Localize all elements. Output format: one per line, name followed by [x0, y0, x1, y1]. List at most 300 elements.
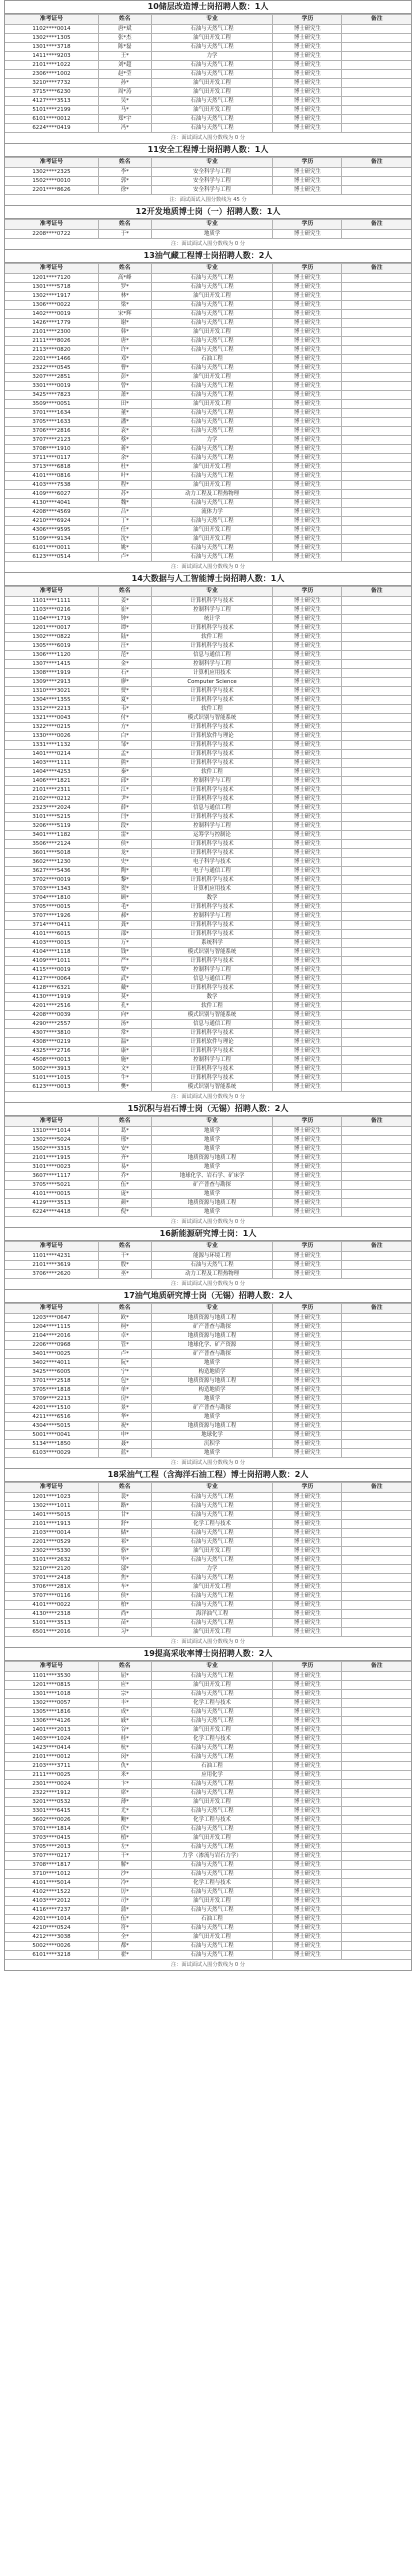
table-cell [342, 526, 411, 535]
table-cell: 石油与天然气工程 [151, 1601, 273, 1610]
table-cell: 1401****2013 [5, 1726, 98, 1735]
table-cell: 博士研究生 [273, 1556, 342, 1565]
table-row [5, 1726, 411, 1735]
table-cell: 申* [98, 1431, 151, 1440]
table-cell [342, 1816, 411, 1825]
table-row [5, 1208, 411, 1217]
table-cell [342, 1029, 411, 1038]
table-cell: 博士研究生 [273, 1708, 342, 1717]
table-row [5, 1011, 411, 1020]
table-cell: 1102****0014 [5, 25, 98, 34]
table-cell [342, 1942, 411, 1951]
table-row [5, 526, 411, 535]
table-cell: 博士研究生 [273, 1619, 342, 1628]
table-cell: 3705****0015 [5, 903, 98, 912]
table-row [5, 912, 411, 921]
table-cell: 潘* [98, 418, 151, 427]
table-cell: 博士研究生 [273, 1601, 342, 1610]
table-cell: 博士研究生 [273, 1252, 342, 1261]
table-cell: 博士研究生 [273, 1610, 342, 1619]
table-cell: 6123****0013 [5, 1083, 98, 1092]
table-cell: 博士研究生 [273, 1341, 342, 1350]
table-cell [342, 230, 411, 239]
table-cell: 贾* [98, 687, 151, 696]
table-cell: 博士研究生 [273, 597, 342, 606]
table-row [5, 714, 411, 723]
table-cell: 聂* [98, 1440, 151, 1449]
table-cell: 博士研究生 [273, 759, 342, 768]
table-cell: 石油与天然气工程 [151, 70, 273, 79]
table-cell: 3206****5119 [5, 822, 98, 831]
table-cell: 应用化学 [151, 1771, 273, 1780]
table-row [5, 70, 411, 79]
table-cell: 博士研究生 [273, 930, 342, 939]
table-cell: 石油工程 [151, 355, 273, 364]
table-cell: 4129****3513 [5, 1199, 98, 1208]
table-cell: 尚* [98, 1610, 151, 1619]
table-row [5, 1377, 411, 1386]
table-cell: 石油与天然气工程 [151, 553, 273, 562]
table-cell [342, 1843, 411, 1852]
table-cell: 计算机科学与技术 [151, 750, 273, 759]
table-cell [342, 373, 411, 382]
table-cell: 伏* [98, 1825, 151, 1834]
table-header-row [5, 1483, 411, 1493]
table-row [5, 1502, 411, 1511]
table-cell [342, 669, 411, 678]
table-cell: 博士研究生 [273, 34, 342, 43]
table-cell [342, 1190, 411, 1199]
table-cell: 博士研究生 [273, 1565, 342, 1574]
table-row [5, 106, 411, 115]
column-header: 准考证号 [5, 587, 98, 597]
table-cell: 蒋* [98, 445, 151, 454]
table-row [5, 1897, 411, 1906]
table-cell [342, 912, 411, 921]
table-row [5, 732, 411, 741]
table-cell: 运筹学与控制论 [151, 831, 273, 840]
table-cell: 3607****1117 [5, 1172, 98, 1181]
table-cell: 地质学 [151, 1359, 273, 1368]
table-cell [342, 517, 411, 526]
table-cell: 博士研究生 [273, 921, 342, 930]
section-title: 18采油气工程（含海洋石油工程）博士岗招聘人数：2人 [5, 1469, 411, 1482]
table-cell: 2208****0722 [5, 230, 98, 239]
table-cell [342, 1020, 411, 1029]
table-cell: 2301****0024 [5, 1780, 98, 1789]
table-cell: 石油与天然气工程 [151, 1574, 273, 1583]
table-cell: 6101****0011 [5, 544, 98, 553]
table-cell: 计算机科学与技术 [151, 840, 273, 849]
table-cell: 4115****0019 [5, 966, 98, 975]
table-cell: 计算机科学与技术 [151, 957, 273, 966]
table-cell [342, 1047, 411, 1056]
table-row [5, 615, 411, 624]
table-cell: 薛* [98, 804, 151, 813]
table-cell: 孙* [98, 79, 151, 88]
table-cell: 博士研究生 [273, 714, 342, 723]
table-row [5, 1672, 411, 1681]
table-row [5, 1628, 411, 1637]
table-cell [342, 597, 411, 606]
table-cell [342, 1574, 411, 1583]
table-cell: 石油与天然气工程 [151, 1870, 273, 1879]
table-cell: 博士研究生 [273, 1574, 342, 1583]
table-cell: 1309****2913 [5, 678, 98, 687]
table-cell: 包* [98, 1377, 151, 1386]
column-header: 姓名 [98, 158, 151, 168]
candidate-table [5, 1661, 411, 1960]
table-cell: 3701****1634 [5, 409, 98, 418]
table-cell: 博士研究生 [273, 786, 342, 795]
table-row [5, 1270, 411, 1279]
candidate-table [5, 14, 411, 133]
table-cell: 4104****1118 [5, 948, 98, 957]
table-cell: 博士研究生 [273, 1449, 342, 1458]
table-row [5, 876, 411, 885]
table-row [5, 930, 411, 939]
table-cell [342, 651, 411, 660]
table-row [5, 1951, 411, 1960]
table-cell: 博士研究生 [273, 1270, 342, 1279]
table-cell: 3602****1230 [5, 858, 98, 867]
table-cell: 博士研究生 [273, 25, 342, 34]
table-cell: 3705****1818 [5, 1386, 98, 1395]
table-cell: 罗* [98, 283, 151, 292]
table-row [5, 1065, 411, 1074]
table-cell: 伍* [98, 1915, 151, 1924]
table-cell: 博士研究生 [273, 1762, 342, 1771]
table-cell: 博士研究生 [273, 1190, 342, 1199]
table-row [5, 1753, 411, 1762]
table-cell: 博士研究生 [273, 346, 342, 355]
table-cell [342, 984, 411, 993]
table-cell: 欧* [98, 1314, 151, 1323]
table-cell: 2101****3619 [5, 1261, 98, 1270]
table-cell: 4304****5015 [5, 1422, 98, 1431]
table-cell: 博士研究生 [273, 615, 342, 624]
table-cell: 博士研究生 [273, 1047, 342, 1056]
table-cell: 计算机科学与技术 [151, 1047, 273, 1056]
table-row [5, 508, 411, 517]
table-cell: 博士研究生 [273, 1825, 342, 1834]
table-cell [342, 1065, 411, 1074]
table-cell: 石油与天然气工程 [151, 1619, 273, 1628]
table-cell: 博士研究生 [273, 840, 342, 849]
table-row [5, 1583, 411, 1592]
table-row [5, 544, 411, 553]
table-cell: 3709****2213 [5, 1395, 98, 1404]
table-row [5, 1807, 411, 1816]
table-cell: 博士研究生 [273, 70, 342, 79]
table-cell: 任* [98, 526, 151, 535]
table-cell: 博士研究生 [273, 1323, 342, 1332]
table-cell: 1101****4231 [5, 1252, 98, 1261]
column-header: 学历 [273, 15, 342, 25]
table-row [5, 1717, 411, 1726]
table-cell [342, 1771, 411, 1780]
table-cell: 计算机科学与技术 [151, 723, 273, 732]
column-header: 学历 [273, 220, 342, 230]
column-header: 专业 [151, 264, 273, 274]
table-cell: 博士研究生 [273, 400, 342, 409]
table-cell: 博士研究生 [273, 1350, 342, 1359]
table-cell [342, 1386, 411, 1395]
table-cell: 博士研究生 [273, 1056, 342, 1065]
table-cell: 3301****6415 [5, 1807, 98, 1816]
table-cell: 3707****0217 [5, 1852, 98, 1861]
table-cell: 田* [98, 400, 151, 409]
section [4, 250, 412, 573]
table-cell: 石油与天然气工程 [151, 346, 273, 355]
table-cell: 4201****1014 [5, 1915, 98, 1924]
table-cell: 1401****5015 [5, 1511, 98, 1520]
table-row [5, 310, 411, 319]
table-cell: 博士研究生 [273, 52, 342, 61]
table-cell: 石油与天然气工程 [151, 1672, 273, 1681]
table-cell: 博士研究生 [273, 1493, 342, 1502]
table-cell: 5101****2199 [5, 106, 98, 115]
table-cell: 博士研究生 [273, 957, 342, 966]
table-cell: 计算机科学与技术 [151, 741, 273, 750]
table-cell [342, 1359, 411, 1368]
table-cell: 博士研究生 [273, 813, 342, 822]
table-cell: 博士研究生 [273, 382, 342, 391]
table-cell: 范* [98, 651, 151, 660]
table-cell [342, 1915, 411, 1924]
table-row [5, 813, 411, 822]
table-cell: 博士研究生 [273, 1038, 342, 1047]
table-cell: 石油与天然气工程 [151, 25, 273, 34]
column-header: 专业 [151, 1242, 273, 1252]
table-cell: 黎* [98, 876, 151, 885]
table-cell: 博士研究生 [273, 61, 342, 70]
table-row [5, 1699, 411, 1708]
table-cell [342, 642, 411, 651]
table-cell: 计算机科学与技术 [151, 921, 273, 930]
table-row [5, 1771, 411, 1780]
table-row [5, 1735, 411, 1744]
table-cell: 油气田开发工程 [151, 1933, 273, 1942]
table-cell: 博士研究生 [273, 1002, 342, 1011]
table-cell: 博士研究生 [273, 939, 342, 948]
column-header: 学历 [273, 1662, 342, 1672]
table-cell: 博士研究生 [273, 364, 342, 373]
table-row [5, 1145, 411, 1154]
table-header-row [5, 264, 411, 274]
table-cell: 博士研究生 [273, 678, 342, 687]
table-cell [342, 292, 411, 301]
table-cell: 谭* [98, 624, 151, 633]
table-cell: 1304****1355 [5, 696, 98, 705]
table-cell: 博士研究生 [273, 1690, 342, 1699]
table-cell: 桂* [98, 1735, 151, 1744]
table-cell: 构造地质学 [151, 1368, 273, 1377]
table-cell [342, 168, 411, 177]
table-cell: 石油与天然气工程 [151, 1888, 273, 1897]
table-cell [342, 759, 411, 768]
table-cell: 石油与天然气工程 [151, 1708, 273, 1717]
table-cell: 钟* [98, 615, 151, 624]
table-cell: 油气田开发工程 [151, 1726, 273, 1735]
table-cell: 计算机科学与技术 [151, 786, 273, 795]
table-cell: 都* [98, 1942, 151, 1951]
table-cell [342, 1350, 411, 1359]
table-cell: 1101****1111 [5, 597, 98, 606]
table-cell: 严* [98, 957, 151, 966]
table-cell: 陈*磊 [98, 43, 151, 52]
table-cell: 吕* [98, 508, 151, 517]
table-cell: 博士研究生 [273, 1726, 342, 1735]
table-cell: 石油与天然气工程 [151, 517, 273, 526]
table-cell: 博士研究生 [273, 328, 342, 337]
section-note: 注：面试面试入围分数线为 0 分 [170, 1460, 246, 1466]
table-row [5, 669, 411, 678]
table-cell: 安* [98, 1145, 151, 1154]
table-row [5, 1172, 411, 1181]
table-cell: 吴* [98, 97, 151, 106]
table-cell: 5101****1015 [5, 1074, 98, 1083]
table-cell [342, 1699, 411, 1708]
table-cell: 油气田开发工程 [151, 292, 273, 301]
table-row [5, 168, 411, 177]
table-row [5, 939, 411, 948]
table-cell: 石油与天然气工程 [151, 1592, 273, 1601]
section [4, 206, 412, 250]
table-cell: 石油与天然气工程 [151, 1529, 273, 1538]
section-note: 注：面试面试入围分数线为 0 分 [170, 1281, 246, 1287]
table-cell: 付* [98, 714, 151, 723]
table-cell: 庞* [98, 1190, 151, 1199]
table-cell: 博士研究生 [273, 490, 342, 499]
table-cell: 统计学 [151, 615, 273, 624]
table-cell: 4127****0064 [5, 975, 98, 984]
table-cell [342, 436, 411, 445]
table-cell: 地质学 [151, 1127, 273, 1136]
table-cell [342, 1672, 411, 1681]
column-header: 学历 [273, 158, 342, 168]
table-cell: 4308****0219 [5, 1038, 98, 1047]
table-cell [342, 948, 411, 957]
column-header: 备注 [342, 1304, 411, 1314]
table-cell: 1302****1305 [5, 34, 98, 43]
table-row [5, 1261, 411, 1270]
table-cell: 油气田开发工程 [151, 88, 273, 97]
table-cell: 1404****4253 [5, 768, 98, 777]
table-cell: 博士研究生 [273, 1154, 342, 1163]
table-cell: 博士研究生 [273, 1020, 342, 1029]
table-cell [342, 1690, 411, 1699]
table-cell: 博士研究生 [273, 741, 342, 750]
table-cell: 左* [98, 1843, 151, 1852]
table-cell: 2111****0025 [5, 1771, 98, 1780]
table-cell [342, 355, 411, 364]
table-cell: 博士研究生 [273, 1386, 342, 1395]
table-cell: 博士研究生 [273, 831, 342, 840]
table-cell [342, 1127, 411, 1136]
table-cell: 计算机科学与技术 [151, 696, 273, 705]
table-cell: 2101****1915 [5, 1154, 98, 1163]
table-cell: 1331****1132 [5, 741, 98, 750]
table-cell: 博士研究生 [273, 274, 342, 283]
table-row [5, 355, 411, 364]
table-cell: 司* [98, 1897, 151, 1906]
table-cell: 3402****4011 [5, 1359, 98, 1368]
table-cell: 石油与天然气工程 [151, 1538, 273, 1547]
table-cell: 3425****7823 [5, 391, 98, 400]
table-cell: 矿产普查与勘探 [151, 1404, 273, 1413]
table-cell [342, 1136, 411, 1145]
table-cell: 博士研究生 [273, 1199, 342, 1208]
table-row [5, 337, 411, 346]
table-cell: 地质资源与地质工程 [151, 1154, 273, 1163]
table-cell: 米* [98, 1771, 151, 1780]
table-cell: 丰* [98, 1699, 151, 1708]
table-cell: 1302****5024 [5, 1136, 98, 1145]
column-header: 准考证号 [5, 1662, 98, 1672]
table-cell [342, 88, 411, 97]
table-cell [342, 957, 411, 966]
table-cell: 化学工程与技术 [151, 1520, 273, 1529]
table-row [5, 1350, 411, 1359]
table-cell [342, 1592, 411, 1601]
column-header: 准考证号 [5, 1483, 98, 1493]
table-cell: 于* [98, 230, 151, 239]
column-header: 专业 [151, 220, 273, 230]
table-cell: 石油工程 [151, 1915, 273, 1924]
table-cell [342, 813, 411, 822]
table-cell: 杭* [98, 1744, 151, 1753]
column-header: 备注 [342, 1242, 411, 1252]
table-cell: 博士研究生 [273, 115, 342, 124]
table-cell [342, 795, 411, 804]
table-cell: 博士研究生 [273, 732, 342, 741]
section [4, 1648, 412, 1971]
table-row [5, 1538, 411, 1547]
table-row [5, 1341, 411, 1350]
table-cell [342, 1502, 411, 1511]
table-cell [342, 876, 411, 885]
table-cell: 石油与天然气工程 [151, 1744, 273, 1753]
table-cell: 博士研究生 [273, 660, 342, 669]
table-cell: 控制科学与工程 [151, 1056, 273, 1065]
table-cell: 2101****0012 [5, 1753, 98, 1762]
table-cell: 4102****1522 [5, 1888, 98, 1897]
table-row [5, 651, 411, 660]
table-cell: 博士研究生 [273, 1699, 342, 1708]
table-cell: 曾* [98, 382, 151, 391]
table-cell: 石油与天然气工程 [151, 1951, 273, 1960]
table-row [5, 1744, 411, 1753]
table-cell: 油气田开发工程 [151, 400, 273, 409]
table-cell: 邬* [98, 1565, 151, 1574]
table-cell [342, 1924, 411, 1933]
table-cell [342, 750, 411, 759]
table-cell: 陶* [98, 867, 151, 876]
table-cell: 5002****0026 [5, 1942, 98, 1951]
table-cell: 3101****2632 [5, 1556, 98, 1565]
table-header-row [5, 1662, 411, 1672]
table-cell: 3101****5215 [5, 813, 98, 822]
table-cell: 叶* [98, 472, 151, 481]
section [4, 0, 412, 144]
table-cell: 苗* [98, 1619, 151, 1628]
section-title: 10储层改造博士岗招聘人数：1人 [5, 1, 411, 14]
candidate-table [5, 157, 411, 195]
table-cell: 博士研究生 [273, 1431, 342, 1440]
table-cell: 仇* [98, 1762, 151, 1771]
table-cell: 油气田开发工程 [151, 1628, 273, 1637]
